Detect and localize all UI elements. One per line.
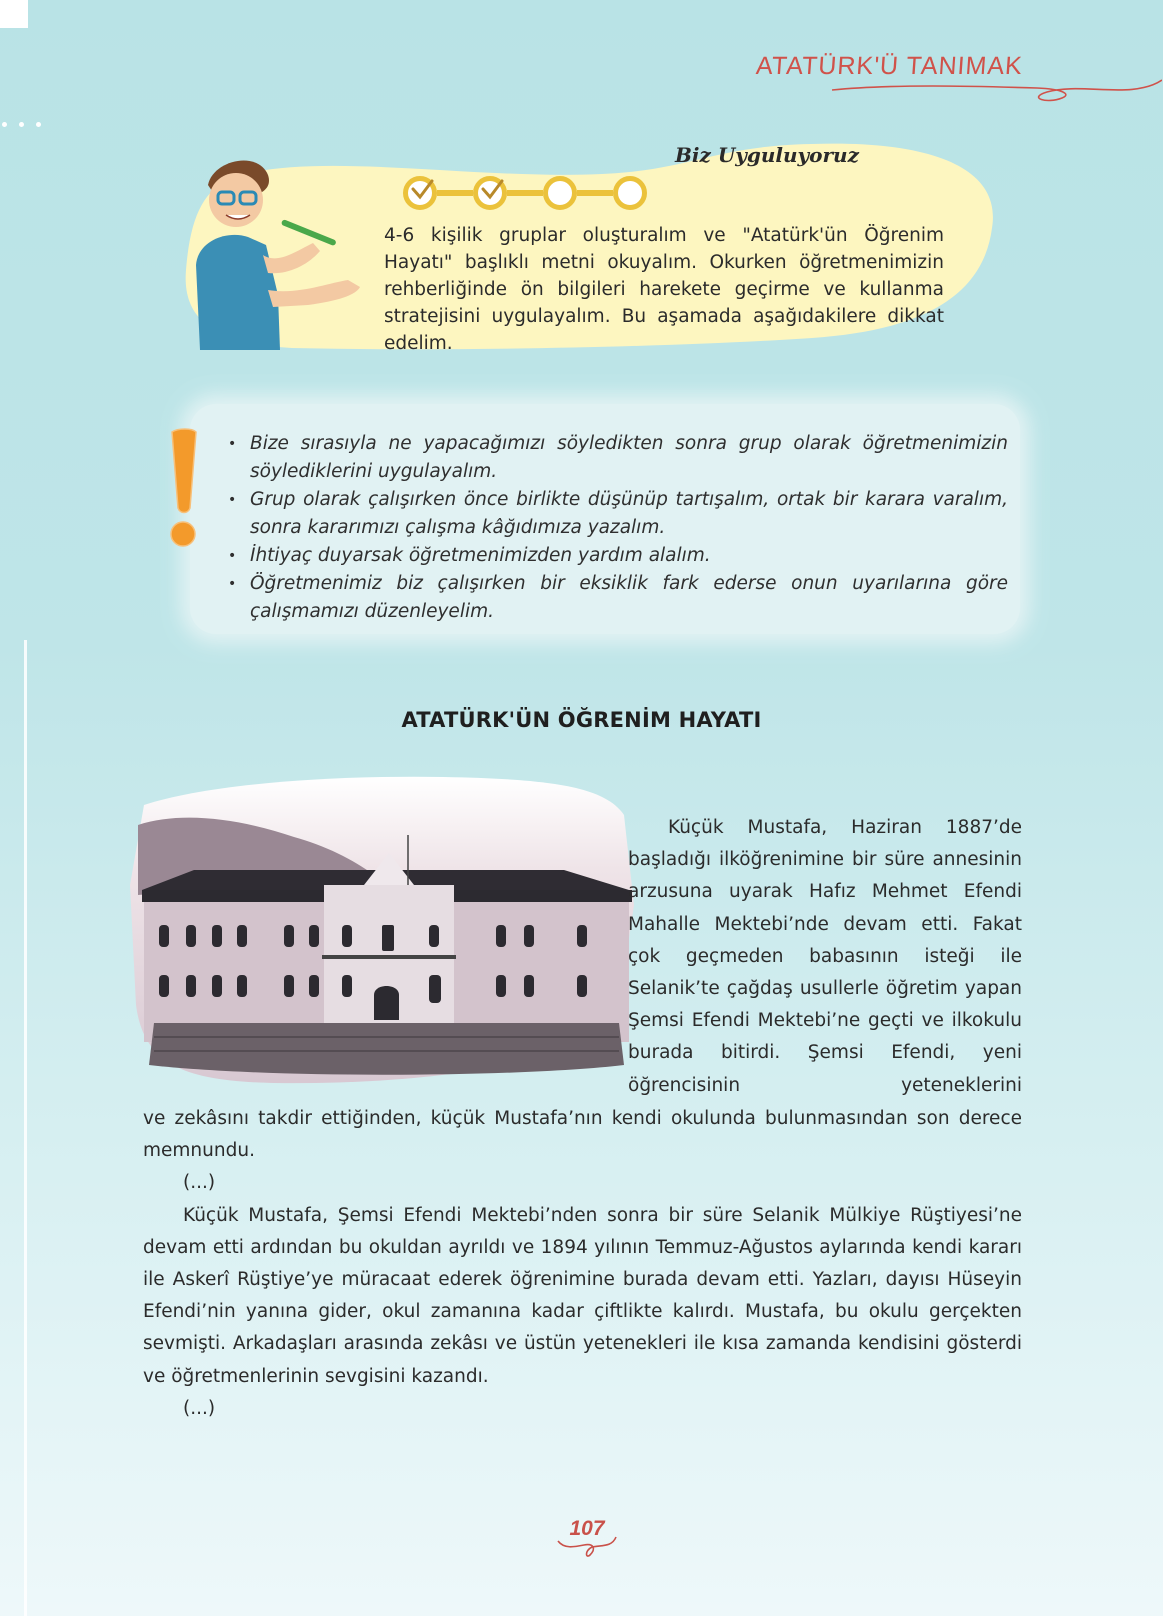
page-number-text: 107 — [569, 1517, 605, 1540]
guidelines-list — [228, 430, 1008, 626]
check-icon — [410, 177, 436, 203]
paragraph-text: Küçük Mustafa, Haziran 1887’de başladığı ilköğrenimine bir süre annesinin arzusuna uyarak Hafız Mehmet Efendi Mahalle Mektebi’nde devam etti. Fakat çok geçmeden babasının isteği ile Selanik’te çağdaş usullerle öğretim yapan Şemsi Efendi Mektebi’ne geçti ve ilkokulu burada bitirdi. Şemsi Efendi, yeni öğrencisinin yeteneklerini — [628, 817, 1022, 1096]
paragraph-continuation: ve zekâsını takdir ettiğinden, küçük Mustafa’nın kendi okulunda bulunmasından son derece memnundu. — [143, 1108, 1022, 1162]
list-item: • Grup olarak çalışırken önce birlikte düşünüp tartışalım, ortak bir karara varalım, sonra kararımızı çalışma kâğıdımıza yazalım. — [228, 486, 1008, 542]
decorative-dots — [2, 122, 41, 127]
step-4-pending — [613, 176, 647, 210]
activity-instructions: 4-6 kişilik gruplar oluşturalım ve "Atatürk'ün Öğrenim Hayatı" başlıklı metni okuyalım. Okurken öğretmenimizin rehberliğinde ön bilgileri harekete geçirme ve kullanma stratejisini uygulayalım. Bu aşamada aşağıdakilere dikkat edelim. — [384, 225, 944, 354]
ellipsis: (...) — [183, 1397, 216, 1419]
exclamation-icon — [168, 428, 200, 550]
check-icon — [480, 177, 506, 203]
step-connector — [577, 190, 613, 196]
page-number — [552, 1515, 622, 1560]
article-title: ATATÜRK'ÜN ÖĞRENİM HAYATI — [401, 708, 762, 732]
article-paragraph-2: Küçük Mustafa, Şemsi Efendi Mektebi’nden sonra bir süre Selanik Mülkiye Rüştiyesi’ne devam etti ardından bu okuldan ayrıldı ve 1894 yılının Temmuz-Ağustos aylarında kendi kararı ile Askerî Rüştiye’ye müracaat ederek öğrenimine burada devam etti. Yazları, dayısı Hüseyin Efendi’nin yanına gider, okul zamanına kadar çiftlikte kalırdı. Mustafa, bu okulu gerçekten sevmişti. Arkadaşları arasında zekâsı ve üstün yetenekleri ile kısa zamanda kendisini gösterdi ve öğretmenlerinin sevgisini kazandı. — [143, 1204, 1022, 1387]
ellipsis: (...) — [183, 1172, 216, 1194]
step-connector — [507, 190, 543, 196]
activity-title: Biz Uyguluyoruz — [675, 143, 859, 167]
list-item: • İhtiyaç duyarsak öğretmenimizden yardım alalım. — [228, 542, 1008, 570]
school-building-image — [124, 765, 639, 1090]
step-3-pending — [543, 176, 577, 210]
article-body — [143, 1103, 1022, 1425]
list-item: • Öğretmenimiz biz çalışırken bir eksiklik fark ederse onun uyarılarına göre çalışmamızı düzenleyelim. — [228, 570, 1008, 626]
article-paragraph-1 — [628, 812, 1022, 1102]
page-corner-tab — [0, 0, 28, 28]
step-2-complete — [473, 176, 507, 210]
step-1-complete — [403, 176, 437, 210]
swoosh-underline-icon — [832, 76, 1162, 104]
progress-steps — [403, 176, 647, 210]
chapter-title: ATATÜRK'Ü TANIMAK — [755, 52, 1025, 80]
list-item: • Bize sırasıyla ne yapacağımızı söyledikten sonra grup olarak öğretmenimizin söylediklerini uygulayalım. — [228, 430, 1008, 486]
student-illustration — [188, 155, 378, 350]
page-margin-rule — [24, 640, 27, 1616]
step-connector — [437, 190, 473, 196]
